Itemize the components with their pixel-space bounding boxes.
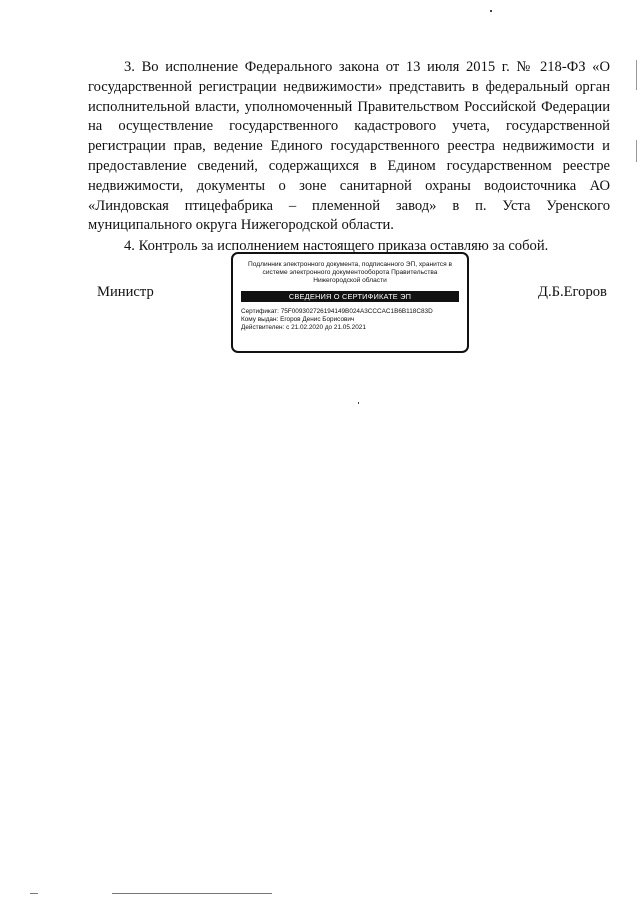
stamp-note: Подлинник электронного документа, подписанного ЭП, хранится в системе электронного документооборота Правительства Нижегородской области [247, 261, 452, 284]
paragraph-3: 3. Во исполнение Федерального закона от 13 июля 2015 г. № 218-ФЗ «О государственной регистрации недвижимости» представить в федеральный орган исполнительной власти, уполномоченный Правительством Российской Федерации на осуществление государственного кадастрового учета, государственной регистрации прав, ведение Единого государственного реестра недвижимости и предоставление сведений, содержащихся в Едином государственном реестре недвижимости, документы о зоне санитарной охраны водоисточника АО «Линдовская птицефабрика – племенной завод» в п. Уста Уренского муниципального округа Нижегородской области. [88, 59, 610, 234]
signer-name: Д.Б.Егоров [538, 284, 607, 300]
stamp-certificate: Сертификат: 75F009302726194149B024A3CCCAC1B6B118C83D [241, 308, 433, 315]
scan-edge-mark [636, 140, 637, 162]
paragraph-4: 4. Контроль за исполнением настоящего приказа оставляю за собой. [124, 238, 549, 255]
scan-speck [490, 10, 492, 12]
stamp-fields [241, 308, 459, 333]
stamp-issued-to: Кому выдан: Егоров Денис Борисович [241, 316, 355, 324]
stamp-header: СВЕДЕНИЯ О СЕРТИФИКАТЕ ЭП [241, 291, 459, 302]
scan-speck [358, 402, 359, 404]
e-signature-stamp [231, 252, 469, 353]
footer-dash [30, 893, 38, 894]
stamp-valid: Действителен: с 21.02.2020 до 21.05.2021 [241, 324, 366, 332]
signer-position: Министр [97, 284, 154, 300]
scan-edge-mark [636, 60, 637, 90]
footer-line [112, 893, 272, 894]
document-body [88, 58, 610, 257]
